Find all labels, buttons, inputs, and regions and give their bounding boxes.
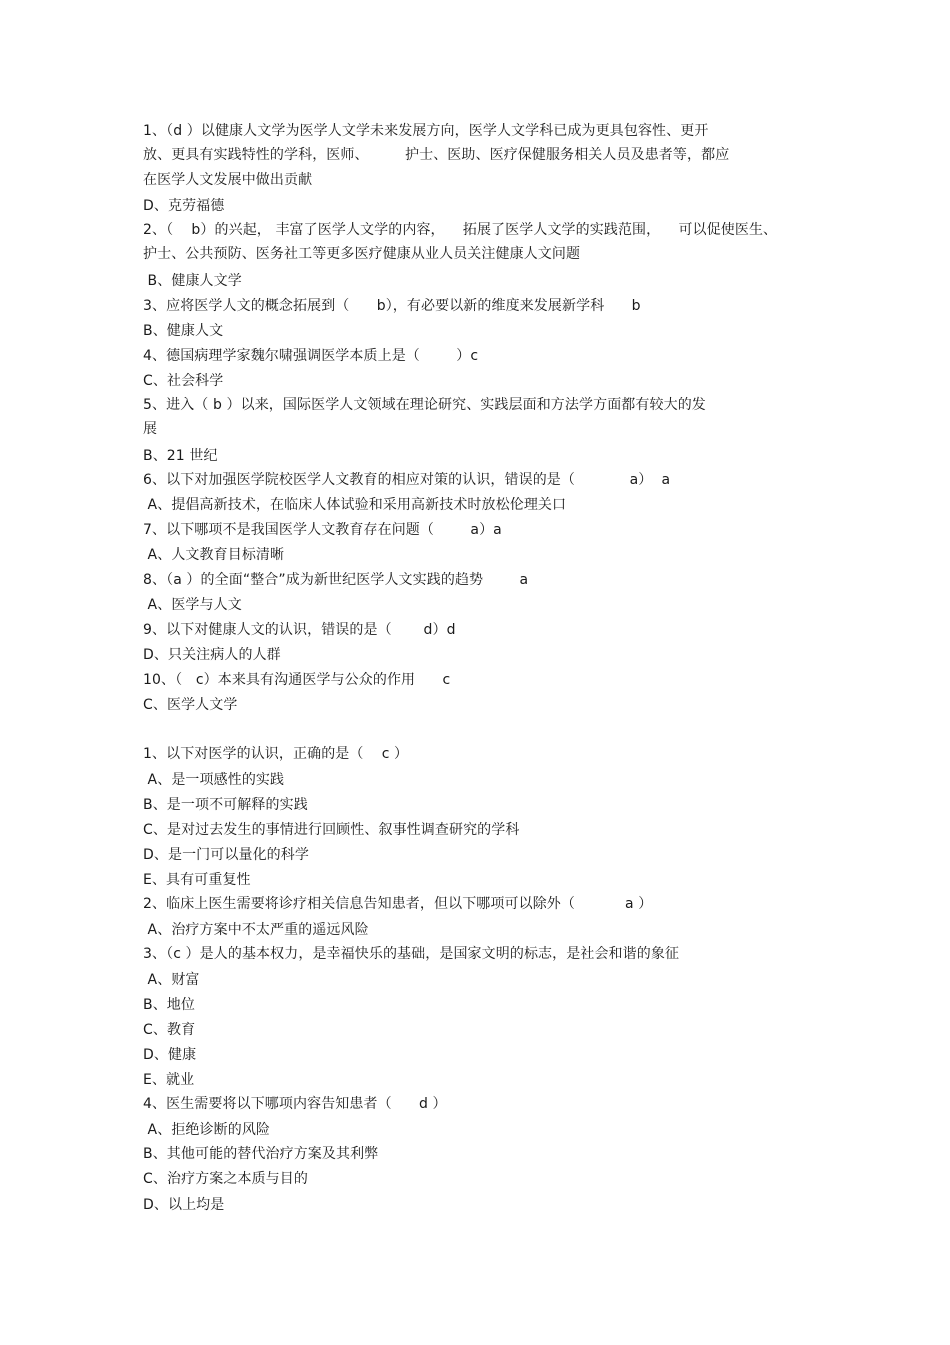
question-line: 4、德国病理学家魏尔啸强调医学本质上是（ ）c <box>143 348 479 364</box>
option-line: C、教育 <box>143 1022 196 1038</box>
option-line: B、是一项不可解释的实践 <box>143 797 308 813</box>
question-line: 展 <box>143 421 158 437</box>
option-line: B、地位 <box>143 997 196 1013</box>
answer-line: C、医学人文学 <box>143 697 238 713</box>
answer-line: A、提倡高新技术，在临床人体试验和采用高新技术时放松伦理关口 <box>143 497 567 513</box>
answer-line: D、克劳福德 <box>143 198 225 214</box>
option-line: C、治疗方案之本质与目的 <box>143 1171 308 1187</box>
option-line: D、是一门可以量化的科学 <box>143 847 309 863</box>
question-line: 在医学人文发展中做出贡献 <box>143 172 313 188</box>
option-line: E、具有可重复性 <box>143 872 251 888</box>
question-line: 10、（ c）本来具有沟通医学与公众的作用 c <box>143 672 451 688</box>
option-line: D、健康 <box>143 1047 197 1063</box>
question-line: 3、应将医学人文的概念拓展到（ b），有必要以新的维度来发展新学科 b <box>143 298 641 314</box>
option-line: A、拒绝诊断的风险 <box>143 1122 271 1138</box>
question-line: 5、进入（ b ）以来，国际医学人文领域在理论研究、实践层面和方法学方面都有较大的发 <box>143 397 706 413</box>
question-line: 6、以下对加强医学院校医学人文教育的相应对策的认识，错误的是（ a） a <box>143 472 671 488</box>
question-line: 1、以下对医学的认识，正确的是（ c ） <box>143 746 409 762</box>
answer-line: A、人文教育目标清晰 <box>143 547 285 563</box>
question-line: 4、医生需要将以下哪项内容告知患者（ d ） <box>143 1096 447 1112</box>
question-line: 放、更具有实践特性的学科，医师、 护士、医助、医疗保健服务相关人员及患者等，都应 <box>143 147 730 163</box>
option-line: E、就业 <box>143 1072 195 1088</box>
question-line: 2、临床上医生需要将诊疗相关信息告知患者，但以下哪项可以除外（ a ） <box>143 896 653 912</box>
answer-line: D、只关注病人的人群 <box>143 647 281 663</box>
question-line: 7、以下哪项不是我国医学人文教育存在问题（ a）a <box>143 522 502 538</box>
question-line: 9、以下对健康人文的认识，错误的是（ d）d <box>143 622 456 638</box>
answer-line: B、健康人文 <box>143 323 224 339</box>
question-line: 3、（c ）是人的基本权力，是幸福快乐的基础，是国家文明的标志，是社会和谐的象征 <box>143 946 680 962</box>
option-line: A、是一项感性的实践 <box>143 772 285 788</box>
question-line: 1、（d ）以健康人文学为医学人文学未来发展方向，医学人文学科已成为更具包容性、更开 <box>143 123 709 139</box>
option-line: A、财富 <box>143 972 200 988</box>
option-line: A、治疗方案中不太严重的遥远风险 <box>143 922 369 938</box>
answer-line: A、医学与人文 <box>143 597 242 613</box>
question-line: 护士、公共预防、医务社工等更多医疗健康从业人员关注健康人文问题 <box>143 246 581 262</box>
question-line: 2、（ b）的兴起， 丰富了医学人文学的内容， 拓展了医学人文学的实践范围， 可以促使医生、 <box>143 222 778 238</box>
option-line: D、以上均是 <box>143 1197 225 1213</box>
answer-line: B、21 世纪 <box>143 448 218 464</box>
question-line: 8、（a ）的全面“整合”成为新世纪医学人文实践的趋势 a <box>143 572 529 588</box>
option-line: B、其他可能的替代治疗方案及其利弊 <box>143 1146 379 1162</box>
option-line: C、是对过去发生的事情进行回顾性、叙事性调查研究的学科 <box>143 822 520 838</box>
answer-line: B、健康人文学 <box>143 273 242 289</box>
answer-line: C、社会科学 <box>143 373 224 389</box>
